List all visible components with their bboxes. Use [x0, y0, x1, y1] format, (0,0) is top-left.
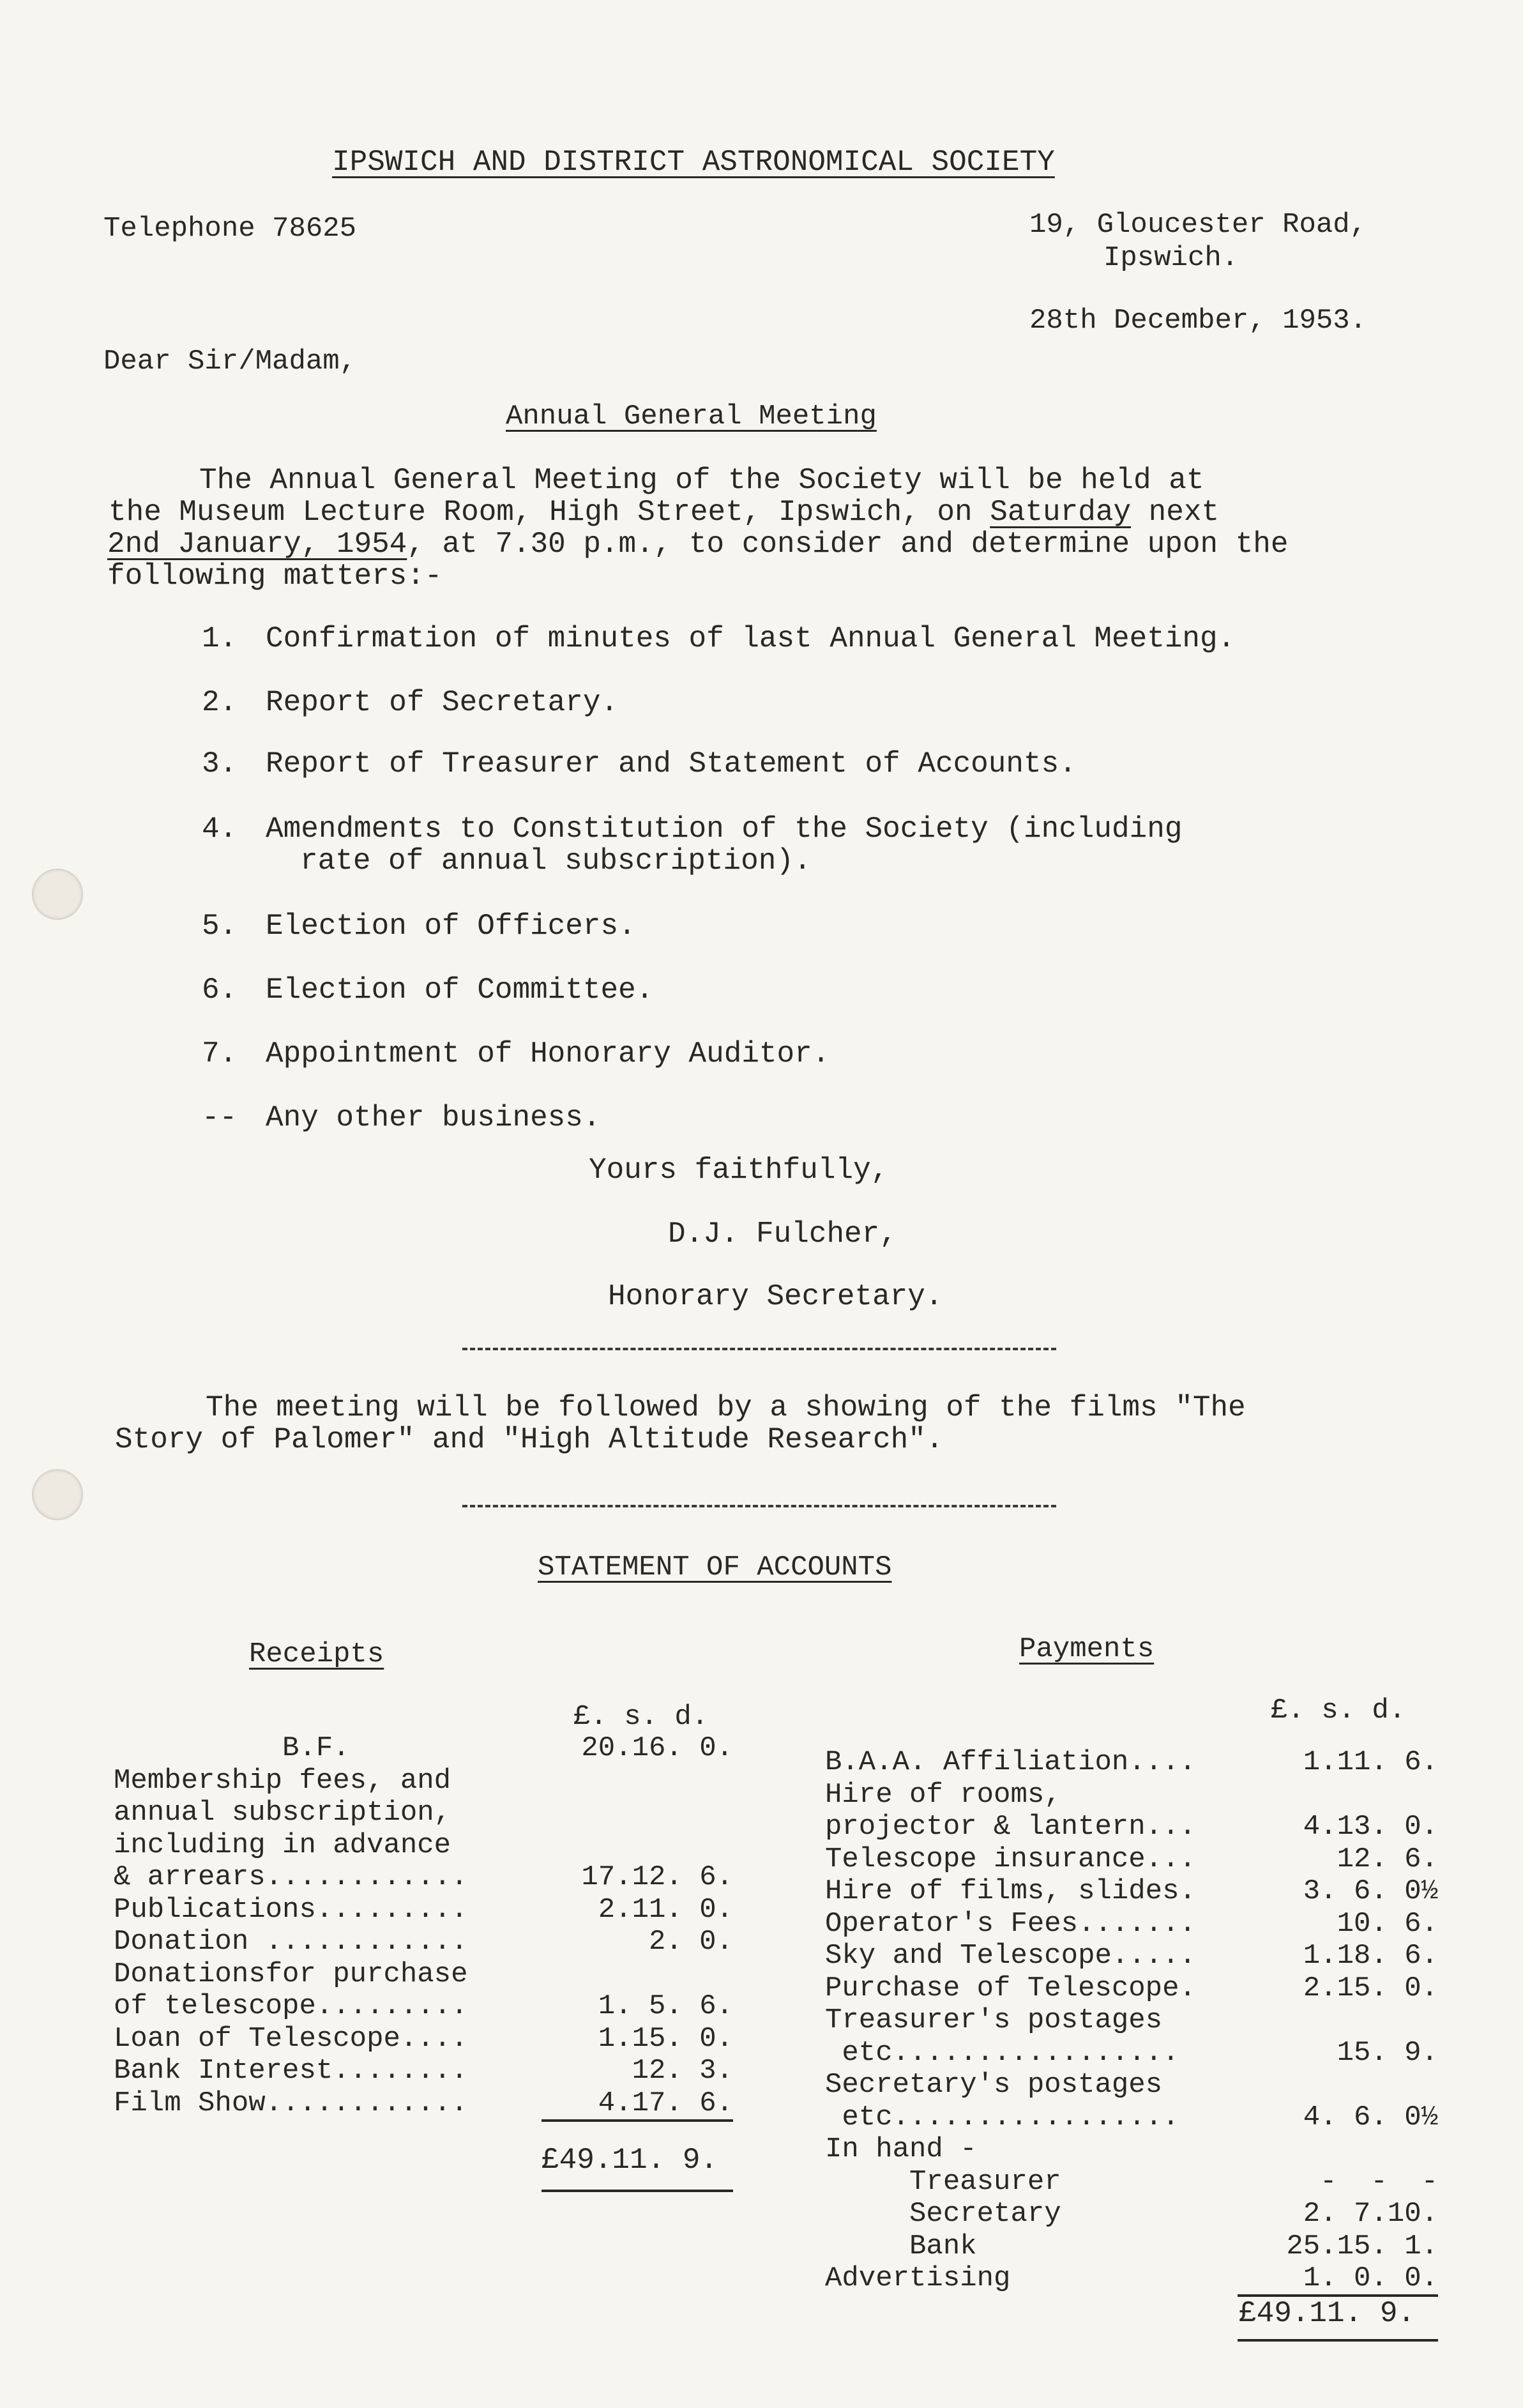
payment-row [825, 1940, 1438, 1972]
payment-label: Secretary's postages [825, 2069, 1163, 2101]
receipts-total-rule [542, 2190, 733, 2192]
payments-total-rule [1238, 2339, 1438, 2342]
payment-row [825, 2166, 1438, 2198]
receipt-label: & arrears............ [114, 1861, 468, 1893]
payments-list [825, 1746, 1438, 2295]
payment-amount: 4.13. 0. [1303, 1811, 1438, 1843]
receipt-label: Membership fees, and [114, 1764, 451, 1797]
org-title: IPSWICH AND DISTRICT ASTRONOMICAL SOCIETY [332, 146, 1055, 179]
accounts-title: STATEMENT OF ACCOUNTS [538, 1551, 892, 1583]
agenda-text: Report of Secretary. [266, 686, 619, 719]
agenda-number: -- [202, 1101, 238, 1134]
payment-amount: 10. 6. [1337, 1907, 1438, 1940]
payment-amount: - - - [1320, 2165, 1438, 2198]
agenda-text: Report of Treasurer and Statement of Accounts. [266, 747, 1077, 781]
receipt-label: Donationsfor purchase [114, 1958, 468, 1990]
payment-amount: 15. 9. [1337, 2036, 1438, 2069]
payment-label: Hire of films, slides. [825, 1875, 1196, 1907]
intro-line2-a: the Museum Lecture Room, High Street, Ipswich, on [109, 496, 990, 529]
payments-currency-header: £. s. d. [1271, 1695, 1406, 1726]
agenda-item [202, 1037, 830, 1071]
agenda-number: 5. [202, 910, 238, 943]
payment-row [825, 2133, 1438, 2166]
payments-total: £49.11. 9. [1239, 2297, 1416, 2330]
payment-label: B.A.A. Affiliation.... [825, 1746, 1196, 1778]
receipt-label: Donation ............ [114, 1926, 468, 1958]
intro-line1: The Annual General Meeting of the Society will be held at [199, 464, 1204, 497]
intro-line2-c: next [1131, 496, 1220, 529]
receipt-row [114, 1958, 733, 1991]
punch-hole-top [32, 869, 83, 920]
salutation: Dear Sir/Madam, [103, 346, 357, 377]
receipts-subtotal-rule [542, 2119, 733, 2122]
payment-amount: 1. 0. 0. [1303, 2262, 1438, 2294]
receipt-label: including in advance [114, 1829, 451, 1861]
agenda-text: Confirmation of minutes of last Annual General Meeting. [266, 622, 1236, 655]
receipt-label: Loan of Telescope.... [114, 2022, 468, 2055]
agenda-number: 2. [202, 686, 238, 719]
payment-row [825, 2037, 1438, 2069]
payment-row [825, 2230, 1438, 2263]
receipt-amount: 1.15. 0. [598, 2022, 733, 2055]
receipt-row [114, 1797, 733, 1829]
receipt-row [114, 1861, 733, 1894]
payment-amount: 2.15. 0. [1303, 1972, 1438, 2004]
receipt-amount: 2. 0. [648, 1926, 733, 1958]
divider [462, 1505, 1056, 1507]
payment-row [825, 1843, 1438, 1876]
agenda-text: Election of Committee. [266, 973, 654, 1007]
address-line1: 19, Gloucester Road, [1029, 209, 1367, 241]
receipt-amount: 1. 5. 6. [598, 1990, 733, 2022]
receipts-total: £49.11. 9. [542, 2144, 718, 2177]
films-note-line1: The meeting will be followed by a showing of the films "The [206, 1391, 1246, 1424]
receipt-row [114, 2055, 733, 2087]
receipt-amount: 12. 3. [632, 2055, 733, 2087]
agenda-number: 6. [202, 973, 238, 1007]
payment-label: Treasurer [825, 2165, 1061, 2198]
agenda-item [202, 812, 1182, 846]
receipt-row [114, 1829, 733, 1862]
intro-line2 [109, 496, 1219, 529]
payment-label: etc................. [825, 2101, 1179, 2133]
payment-row [825, 1811, 1438, 1843]
agenda-item [202, 747, 1077, 781]
payment-amount: 2. 7.10. [1303, 2198, 1438, 2230]
receipt-label: of telescope......... [114, 1990, 468, 2022]
payment-label: Secretary [825, 2198, 1061, 2230]
agenda-text: Election of Officers. [266, 910, 636, 943]
payment-row [825, 2262, 1438, 2295]
receipt-label: Publications......... [114, 1893, 468, 1926]
receipt-label: Bank Interest........ [114, 2055, 468, 2087]
payment-row [825, 1779, 1438, 1811]
agenda-number: 1. [202, 622, 238, 655]
agenda-text: Any other business. [266, 1101, 601, 1134]
receipt-row [114, 1732, 733, 1765]
payment-label: etc................. [825, 2036, 1179, 2069]
payment-label: projector & lantern... [825, 1811, 1196, 1843]
payment-amount: 1.11. 6. [1303, 1746, 1438, 1778]
receipt-amount: 17.12. 6. [581, 1861, 733, 1893]
payment-label: Advertising [825, 2262, 1011, 2294]
receipt-row [114, 1990, 733, 2023]
meeting-date: 2nd January, 1954 [107, 528, 407, 561]
payment-row [825, 1972, 1438, 2005]
receipt-amount: 20.16. 0. [581, 1732, 733, 1764]
payment-row [825, 2198, 1438, 2230]
agenda-text-continued: rate of annual subscription). [300, 844, 812, 878]
agenda-number: 3. [202, 747, 238, 781]
receipts-currency-header: £. s. d. [573, 1701, 709, 1733]
intro-line4: following matters:- [107, 560, 443, 593]
agenda-number: 7. [202, 1037, 238, 1071]
receipt-amount: 2.11. 0. [598, 1893, 733, 1926]
intro-line3-b: , at 7.30 p.m., to consider and determine upon the [407, 528, 1289, 561]
payment-amount: 4. 6. 0½ [1303, 2101, 1438, 2133]
letter-date: 28th December, 1953. [1029, 305, 1367, 337]
receipts-heading: Receipts [249, 1638, 384, 1670]
receipt-amount: 4.17. 6. [598, 2087, 733, 2119]
payment-row [825, 1908, 1438, 1940]
agenda-item [202, 910, 636, 943]
intro-line3 [107, 528, 1289, 561]
payment-amount: 3. 6. 0½ [1303, 1875, 1438, 1907]
payment-amount: 1.18. 6. [1303, 1940, 1438, 1972]
payment-label: Hire of rooms, [825, 1778, 1061, 1811]
agenda-item [202, 1101, 601, 1134]
agenda-item [202, 622, 1235, 655]
divider [462, 1348, 1056, 1350]
receipt-row [114, 2087, 733, 2120]
payment-label: Purchase of Telescope. [825, 1972, 1196, 2004]
receipt-row [114, 1894, 733, 1926]
payment-amount: 12. 6. [1337, 1843, 1438, 1875]
agenda-item [202, 973, 653, 1007]
signatory-name: D.J. Fulcher, [668, 1217, 897, 1251]
payment-amount: 25.15. 1. [1286, 2230, 1438, 2262]
agenda-item [202, 686, 618, 719]
agenda-text: Appointment of Honorary Auditor. [266, 1037, 830, 1071]
payment-row [825, 2069, 1438, 2101]
telephone: Telephone 78625 [103, 213, 357, 245]
address-line2: Ipswich. [1103, 242, 1239, 274]
receipt-row [114, 1765, 733, 1797]
payment-label: Treasurer's postages [825, 2004, 1163, 2036]
signatory-title: Honorary Secretary. [608, 1280, 943, 1313]
payment-row [825, 1875, 1438, 1908]
films-note-line2: Story of Palomer" and "High Altitude Research". [115, 1423, 944, 1456]
receipt-label: annual subscription, [114, 1797, 451, 1829]
agenda-text: Amendments to Constitution of the Society (including [266, 812, 1183, 846]
closing: Yours faithfully, [589, 1154, 889, 1187]
payment-label: Sky and Telescope..... [825, 1940, 1196, 1972]
payment-row [825, 1746, 1438, 1779]
payment-label: Operator's Fees....... [825, 1907, 1196, 1940]
payment-row [825, 2004, 1438, 2037]
receipt-row [114, 2023, 733, 2055]
payments-heading: Payments [1019, 1633, 1155, 1665]
payment-label: In hand - [825, 2133, 977, 2165]
payment-label: Telescope insurance... [825, 1843, 1196, 1875]
payment-row [825, 2101, 1438, 2134]
receipt-label: B.F. [114, 1732, 350, 1764]
agenda-number: 4. [202, 812, 238, 846]
receipt-row [114, 1926, 733, 1958]
receipt-label: Film Show............ [114, 2087, 468, 2119]
payment-label: Bank [825, 2230, 977, 2262]
punch-hole-bottom [32, 1469, 83, 1520]
receipts-list [114, 1732, 733, 2119]
meeting-subject: Annual General Meeting [506, 400, 877, 432]
intro-weekday: Saturday [990, 496, 1132, 529]
